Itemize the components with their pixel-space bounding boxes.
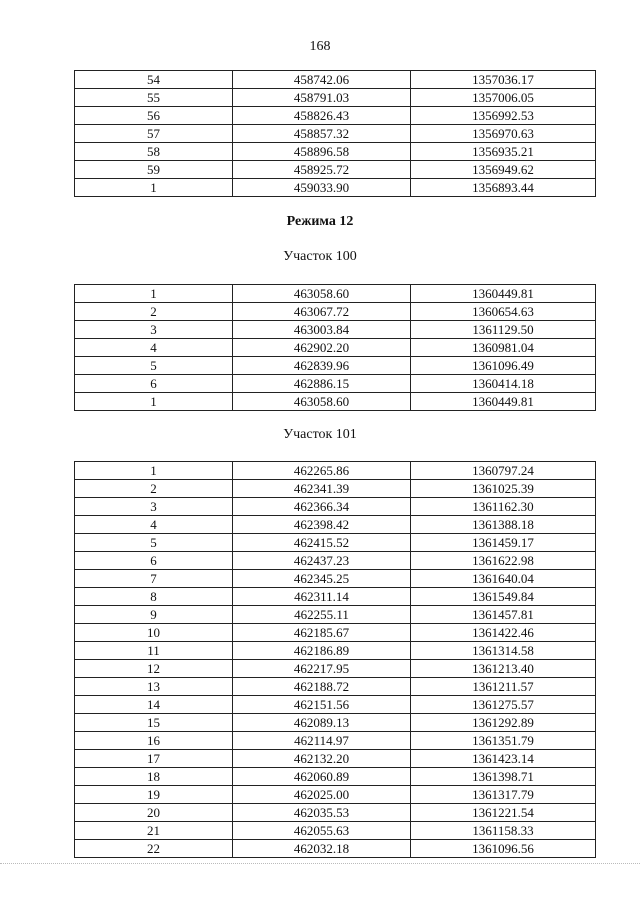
table-row xyxy=(75,179,596,197)
y-coordinate-cell: 1361129.50 xyxy=(411,321,596,339)
table-row xyxy=(75,660,596,678)
y-coordinate-cell: 1361317.79 xyxy=(411,786,596,804)
table-row xyxy=(75,107,596,125)
x-coordinate-cell: 462415.52 xyxy=(233,534,411,552)
table-row xyxy=(75,480,596,498)
y-coordinate-cell: 1357006.05 xyxy=(411,89,596,107)
table-row xyxy=(75,71,596,89)
point-number-cell: 1 xyxy=(75,285,233,303)
y-coordinate-cell: 1361292.89 xyxy=(411,714,596,732)
x-coordinate-cell: 462025.00 xyxy=(233,786,411,804)
table-row xyxy=(75,750,596,768)
x-coordinate-cell: 462839.96 xyxy=(233,357,411,375)
x-coordinate-cell: 462217.95 xyxy=(233,660,411,678)
point-number-cell: 7 xyxy=(75,570,233,588)
x-coordinate-cell: 462265.86 xyxy=(233,462,411,480)
page-number: 168 xyxy=(309,39,331,54)
point-number-cell: 17 xyxy=(75,750,233,768)
x-coordinate-cell: 458896.58 xyxy=(233,143,411,161)
table-row xyxy=(75,285,596,303)
point-number-cell: 3 xyxy=(75,321,233,339)
point-number-cell: 3 xyxy=(75,498,233,516)
table-row xyxy=(75,588,596,606)
table-row xyxy=(75,462,596,480)
x-coordinate-cell: 462341.39 xyxy=(233,480,411,498)
table-row xyxy=(75,786,596,804)
y-coordinate-cell: 1360449.81 xyxy=(411,393,596,411)
y-coordinate-cell: 1356949.62 xyxy=(411,161,596,179)
table-row xyxy=(75,804,596,822)
plot-101-title: Участок 101 xyxy=(283,427,357,442)
y-coordinate-cell: 1361388.18 xyxy=(411,516,596,534)
point-number-cell: 5 xyxy=(75,534,233,552)
x-coordinate-cell: 462398.42 xyxy=(233,516,411,534)
x-coordinate-cell: 463067.72 xyxy=(233,303,411,321)
y-coordinate-cell: 1361549.84 xyxy=(411,588,596,606)
table-row xyxy=(75,768,596,786)
regime-title: Режима 12 xyxy=(286,214,354,229)
point-number-cell: 9 xyxy=(75,606,233,624)
point-number-cell: 15 xyxy=(75,714,233,732)
y-coordinate-cell: 1360981.04 xyxy=(411,339,596,357)
y-coordinate-cell: 1361457.81 xyxy=(411,606,596,624)
y-coordinate-cell: 1361314.58 xyxy=(411,642,596,660)
table-row xyxy=(75,552,596,570)
x-coordinate-cell: 462902.20 xyxy=(233,339,411,357)
point-number-cell: 55 xyxy=(75,89,233,107)
y-coordinate-cell: 1361211.57 xyxy=(411,678,596,696)
x-coordinate-cell: 459033.90 xyxy=(233,179,411,197)
table-row xyxy=(75,303,596,321)
coordinates-table-continued xyxy=(74,70,596,197)
point-number-cell: 4 xyxy=(75,339,233,357)
y-coordinate-cell: 1360797.24 xyxy=(411,462,596,480)
x-coordinate-cell: 462032.18 xyxy=(233,840,411,858)
x-coordinate-cell: 462132.20 xyxy=(233,750,411,768)
x-coordinate-cell: 462151.56 xyxy=(233,696,411,714)
y-coordinate-cell: 1361096.56 xyxy=(411,840,596,858)
table-row xyxy=(75,714,596,732)
y-coordinate-cell: 1361459.17 xyxy=(411,534,596,552)
table-row xyxy=(75,161,596,179)
table-row xyxy=(75,393,596,411)
point-number-cell: 57 xyxy=(75,125,233,143)
point-number-cell: 11 xyxy=(75,642,233,660)
table-row xyxy=(75,678,596,696)
point-number-cell: 19 xyxy=(75,786,233,804)
y-coordinate-cell: 1361025.39 xyxy=(411,480,596,498)
plot-101-coordinates-table xyxy=(74,461,596,858)
table-row xyxy=(75,321,596,339)
x-coordinate-cell: 463058.60 xyxy=(233,393,411,411)
point-number-cell: 6 xyxy=(75,375,233,393)
table-row xyxy=(75,498,596,516)
table-row xyxy=(75,642,596,660)
y-coordinate-cell: 1361398.71 xyxy=(411,768,596,786)
point-number-cell: 18 xyxy=(75,768,233,786)
y-coordinate-cell: 1360654.63 xyxy=(411,303,596,321)
x-coordinate-cell: 462255.11 xyxy=(233,606,411,624)
point-number-cell: 4 xyxy=(75,516,233,534)
table-row xyxy=(75,840,596,858)
y-coordinate-cell: 1357036.17 xyxy=(411,71,596,89)
y-coordinate-cell: 1361351.79 xyxy=(411,732,596,750)
table-row xyxy=(75,516,596,534)
point-number-cell: 1 xyxy=(75,179,233,197)
table-row xyxy=(75,125,596,143)
y-coordinate-cell: 1361162.30 xyxy=(411,498,596,516)
x-coordinate-cell: 458791.03 xyxy=(233,89,411,107)
point-number-cell: 58 xyxy=(75,143,233,161)
point-number-cell: 2 xyxy=(75,303,233,321)
table-row xyxy=(75,732,596,750)
point-number-cell: 16 xyxy=(75,732,233,750)
point-number-cell: 13 xyxy=(75,678,233,696)
y-coordinate-cell: 1360449.81 xyxy=(411,285,596,303)
y-coordinate-cell: 1361096.49 xyxy=(411,357,596,375)
table-row xyxy=(75,696,596,714)
x-coordinate-cell: 462185.67 xyxy=(233,624,411,642)
y-coordinate-cell: 1361213.40 xyxy=(411,660,596,678)
point-number-cell: 6 xyxy=(75,552,233,570)
point-number-cell: 2 xyxy=(75,480,233,498)
y-coordinate-cell: 1356992.53 xyxy=(411,107,596,125)
table-row xyxy=(75,534,596,552)
point-number-cell: 10 xyxy=(75,624,233,642)
scan-artifact-line xyxy=(0,863,640,865)
table-row xyxy=(75,339,596,357)
x-coordinate-cell: 462366.34 xyxy=(233,498,411,516)
point-number-cell: 8 xyxy=(75,588,233,606)
point-number-cell: 54 xyxy=(75,71,233,89)
x-coordinate-cell: 458826.43 xyxy=(233,107,411,125)
plot-100-title: Участок 100 xyxy=(283,249,357,264)
point-number-cell: 21 xyxy=(75,822,233,840)
table-row xyxy=(75,822,596,840)
table-row xyxy=(75,624,596,642)
plot-100-coordinates-table xyxy=(74,284,596,411)
table-row xyxy=(75,570,596,588)
x-coordinate-cell: 462060.89 xyxy=(233,768,411,786)
table-row xyxy=(75,143,596,161)
x-coordinate-cell: 462886.15 xyxy=(233,375,411,393)
point-number-cell: 22 xyxy=(75,840,233,858)
x-coordinate-cell: 462345.25 xyxy=(233,570,411,588)
x-coordinate-cell: 463003.84 xyxy=(233,321,411,339)
x-coordinate-cell: 458925.72 xyxy=(233,161,411,179)
table-row xyxy=(75,357,596,375)
x-coordinate-cell: 463058.60 xyxy=(233,285,411,303)
point-number-cell: 1 xyxy=(75,393,233,411)
x-coordinate-cell: 462437.23 xyxy=(233,552,411,570)
table-row xyxy=(75,606,596,624)
x-coordinate-cell: 462311.14 xyxy=(233,588,411,606)
y-coordinate-cell: 1361640.04 xyxy=(411,570,596,588)
x-coordinate-cell: 458857.32 xyxy=(233,125,411,143)
table-row xyxy=(75,89,596,107)
y-coordinate-cell: 1361158.33 xyxy=(411,822,596,840)
point-number-cell: 20 xyxy=(75,804,233,822)
table-row xyxy=(75,375,596,393)
x-coordinate-cell: 462055.63 xyxy=(233,822,411,840)
x-coordinate-cell: 462089.13 xyxy=(233,714,411,732)
point-number-cell: 56 xyxy=(75,107,233,125)
x-coordinate-cell: 462188.72 xyxy=(233,678,411,696)
y-coordinate-cell: 1356970.63 xyxy=(411,125,596,143)
x-coordinate-cell: 462114.97 xyxy=(233,732,411,750)
point-number-cell: 5 xyxy=(75,357,233,375)
y-coordinate-cell: 1361275.57 xyxy=(411,696,596,714)
y-coordinate-cell: 1361423.14 xyxy=(411,750,596,768)
point-number-cell: 12 xyxy=(75,660,233,678)
y-coordinate-cell: 1361422.46 xyxy=(411,624,596,642)
x-coordinate-cell: 458742.06 xyxy=(233,71,411,89)
y-coordinate-cell: 1361221.54 xyxy=(411,804,596,822)
y-coordinate-cell: 1361622.98 xyxy=(411,552,596,570)
x-coordinate-cell: 462186.89 xyxy=(233,642,411,660)
point-number-cell: 59 xyxy=(75,161,233,179)
y-coordinate-cell: 1360414.18 xyxy=(411,375,596,393)
x-coordinate-cell: 462035.53 xyxy=(233,804,411,822)
point-number-cell: 14 xyxy=(75,696,233,714)
y-coordinate-cell: 1356893.44 xyxy=(411,179,596,197)
point-number-cell: 1 xyxy=(75,462,233,480)
y-coordinate-cell: 1356935.21 xyxy=(411,143,596,161)
